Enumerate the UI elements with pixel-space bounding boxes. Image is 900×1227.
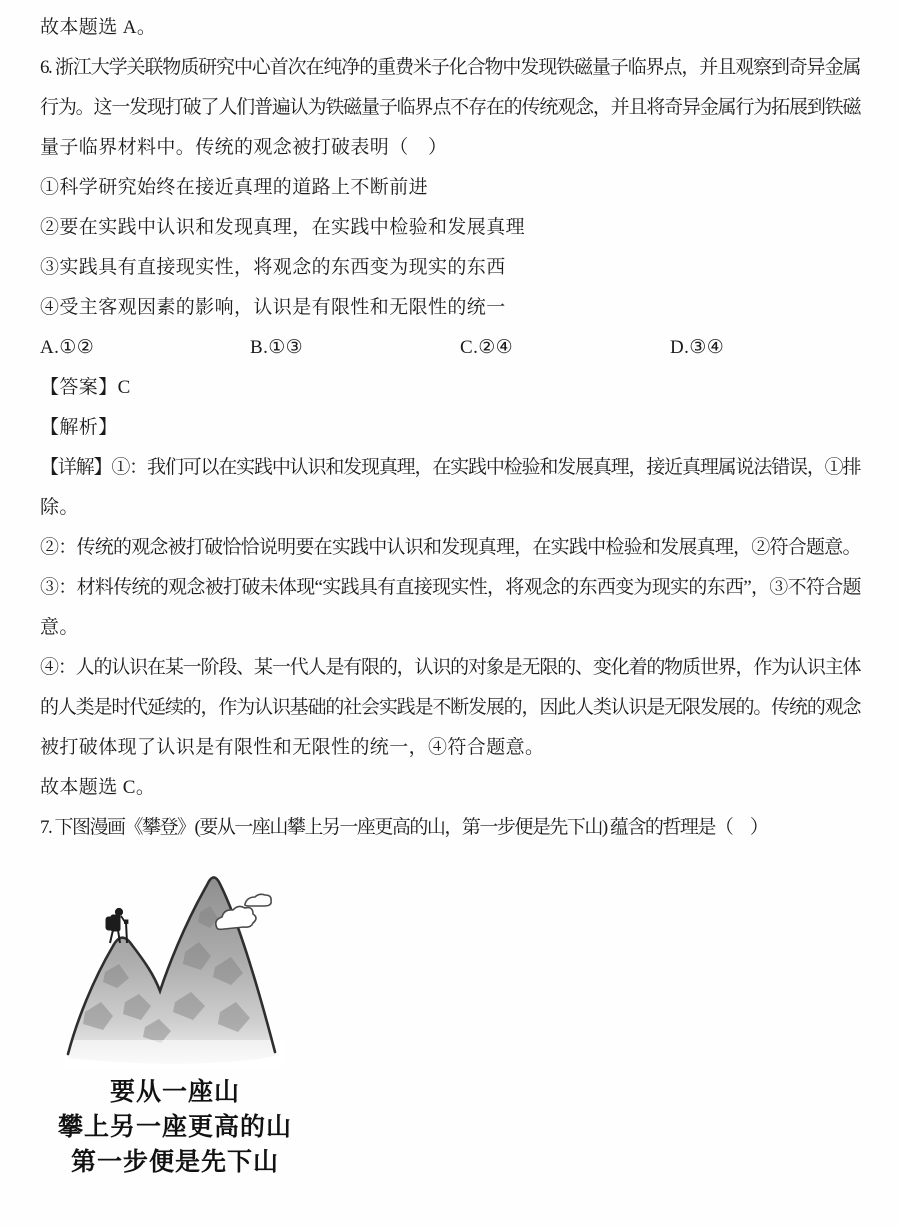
detail-line-1: 【详解】①：我们可以在实践中认识和发现真理，在实践中检验和发展真理，接近真理属说法错误，①排 <box>40 457 860 478</box>
option-d: D.③④ <box>670 337 725 358</box>
cartoon-climbing <box>40 872 310 1179</box>
option-c: C.②④ <box>460 337 514 358</box>
cartoon-mountains-image <box>65 872 285 1068</box>
option-a: A.①② <box>40 337 95 358</box>
cloud-small <box>245 894 271 906</box>
caption-line-3: 第一步便是先下山 <box>70 1147 279 1176</box>
prev-question-conclusion: 故本题选 A。 <box>40 17 157 38</box>
question-6-stem-line-3: 量子临界材料中。传统的观念被打破表明（ ） <box>40 137 448 158</box>
detail-line-2: 除。 <box>40 497 79 518</box>
base-fade <box>65 1040 285 1068</box>
caption-line-1: 要从一座山 <box>109 1077 240 1106</box>
question-7-stem: 7. 下图漫画《攀登》(要从一座山攀上另一座更高的山，第一步便是先下山) 蕴含的哲理是（ ） <box>40 817 768 838</box>
statement-3: ③实践具有直接现实性，将观念的东西变为现实的东西 <box>40 257 506 278</box>
caption-line-2: 攀上另一座更高的山 <box>57 1112 292 1141</box>
detail-line-4: ③：材料传统的观念被打破未体现“实践具有直接现实性，将观念的东西变为现实的东西”，③不符合题 <box>40 577 860 598</box>
question-6-stem-line-2: 行为。这一发现打破了人们普遍认为铁磁量子临界点不存在的传统观念，并且将奇异金属行为拓展到铁磁 <box>40 97 860 118</box>
statement-1: ①科学研究始终在接近真理的道路上不断前进 <box>40 177 429 198</box>
detail-line-3: ②：传统的观念被打破恰恰说明要在实践中认识和发现真理，在实践中检验和发展真理，②符合题意。 <box>40 537 860 558</box>
question-6-conclusion: 故本题选 C。 <box>40 777 156 798</box>
cartoon-caption <box>40 1074 310 1179</box>
detail-line-5: 意。 <box>40 617 79 638</box>
statement-4: ④受主客观因素的影响，认识是有限性和无限性的统一 <box>40 297 506 318</box>
detail-line-8: 被打破体现了认识是有限性和无限性的统一，④符合题意。 <box>40 737 545 758</box>
question-6-stem-line-1: 6. 浙江大学关联物质研究中心首次在纯净的重费米子化合物中发现铁磁量子临界点，并且观察到奇异金属 <box>40 57 860 78</box>
options-row <box>40 328 860 368</box>
detail-line-6: ④：人的认识在某一阶段、某一代人是有限的，认识的对象是无限的、变化着的物质世界，作为认识主体 <box>40 657 860 678</box>
answer-line: 【答案】C <box>40 377 131 398</box>
statement-2: ②要在实践中认识和发现真理，在实践中检验和发展真理 <box>40 217 526 238</box>
analysis-label: 【解析】 <box>40 417 118 438</box>
option-b: B.①③ <box>250 337 304 358</box>
detail-line-7: 的人类是时代延续的，作为认识基础的社会实践是不断发展的，因此人类认识是无限发展的。传统的观念 <box>40 697 860 718</box>
